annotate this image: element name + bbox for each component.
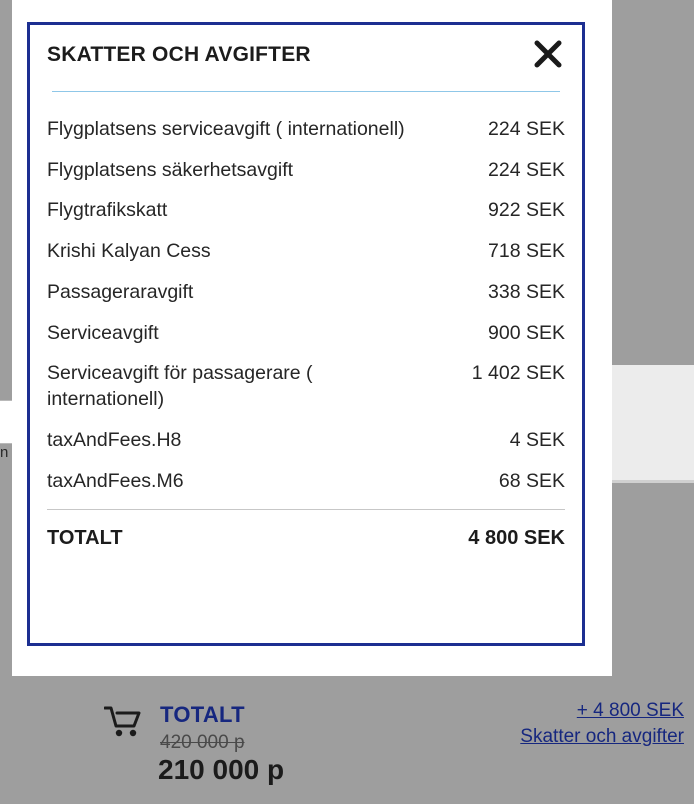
fee-amount: 1 402 SEK [471,362,565,385]
modal-total-label: TOTALT [47,527,123,550]
fee-row [47,117,565,143]
fee-label: Flygtrafikskatt [47,199,168,222]
fee-amount: 224 SEK [488,118,565,140]
fee-label: Flygplatsens serviceavgift ( internationell) [47,118,405,140]
modal-total-amount: 4 800 SEK [468,527,565,550]
fee-amount: 922 SEK [488,199,565,222]
fee-row [47,239,565,265]
total-divider [47,509,565,510]
modal-title: SKATTER OCH AVGIFTER [47,43,311,66]
fee-label: Passageraravgift [47,280,194,303]
fee-row [47,280,565,306]
summary-old-price: 420 000 p [160,732,245,753]
taxes-and-fees-modal [27,22,585,646]
fee-amount: 4 SEK [509,428,565,451]
summary-total-label: TOTALT [160,702,245,727]
fee-row [47,198,565,224]
modal-header [47,39,565,83]
fee-label: Serviceavgift [47,321,159,344]
background-left-text: n [0,444,9,461]
fee-list [47,117,565,494]
shopping-cart-icon [104,705,144,744]
fee-row [47,158,565,184]
taxes-amount-link[interactable]: + 4 800 SEK [576,700,684,721]
fee-row [47,469,565,495]
fee-row [47,321,565,347]
taxes-and-fees-link[interactable] [459,700,684,748]
modal-total-row [47,527,565,550]
taxes-label-link[interactable]: Skatter och avgifter [520,726,684,747]
order-summary-bar [0,690,694,804]
fee-label: taxAndFees.M6 [47,469,184,492]
fee-label: Krishi Kalyan Cess [47,240,211,263]
fee-label: taxAndFees.H8 [47,428,182,451]
fee-row [47,361,565,412]
fee-amount: 224 SEK [488,158,565,181]
fee-label: Flygplatsens säkerhetsavgift [47,158,294,181]
summary-price: 210 000 p [158,754,285,785]
fee-amount: 900 SEK [488,321,565,344]
fee-row [47,428,565,454]
close-icon[interactable] [533,39,563,69]
header-divider [52,91,560,92]
fee-label: Serviceavgift för passagerare ( internationell) [47,362,313,411]
tooltip-pointer [588,652,612,676]
fee-amount: 718 SEK [488,240,565,263]
fee-amount: 68 SEK [498,469,565,492]
fee-amount: 338 SEK [488,280,565,303]
